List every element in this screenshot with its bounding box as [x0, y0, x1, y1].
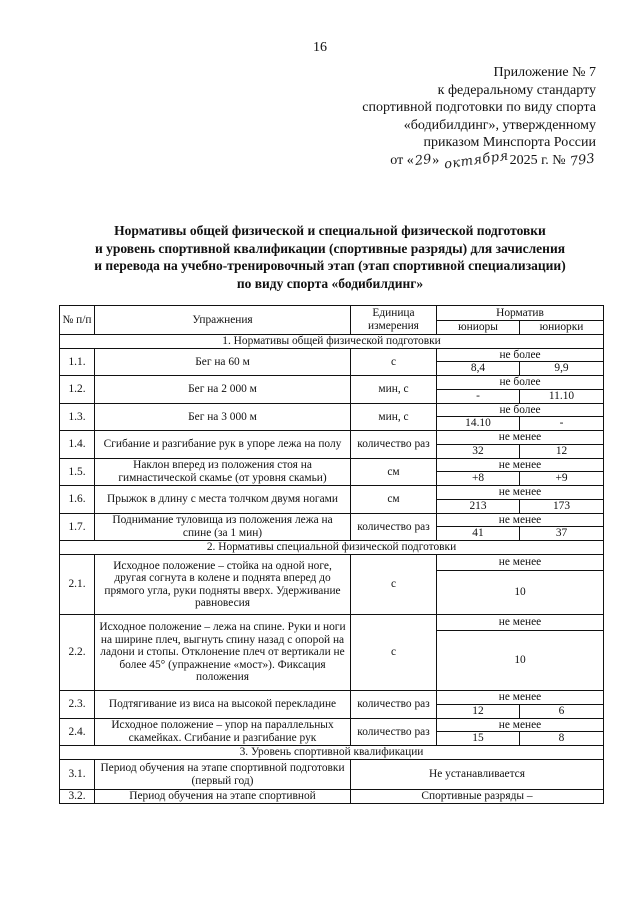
row-unit: см	[351, 458, 437, 486]
row-exercise: Прыжок в длину с места толчком двумя ногами	[95, 486, 351, 514]
row-num: 2.3.	[60, 691, 95, 719]
table-row	[60, 376, 604, 390]
row-unit: количество раз	[351, 718, 437, 746]
section-title: 3. Уровень спортивной квалификации	[60, 746, 604, 760]
table-row	[60, 691, 604, 705]
row-unit: см	[351, 486, 437, 514]
row-exercise: Исходное положение – упор на параллельных скамейках. Сгибание и разгибание рук	[95, 718, 351, 746]
value-juniors: 41	[437, 527, 520, 541]
handwritten-day: 29	[413, 151, 433, 169]
appendix-line: приказом Минспорта России	[423, 135, 596, 150]
row-num: 3.2.	[60, 790, 95, 804]
appendix-line: «бодибилдинг», утвержденному	[403, 117, 596, 133]
row-exercise: Исходное положение – стойка на одной ноге, другая согнута в колене и поднята вперед до прямого угла, руки подняты вверх. Удерживание равновесия	[95, 555, 351, 615]
table-row	[60, 431, 604, 445]
table-row	[60, 615, 604, 631]
row-exercise: Подтягивание из виса на высокой перекладине	[95, 691, 351, 719]
value-juniors: 14.10	[437, 417, 520, 431]
value-juniorki: +9	[520, 472, 604, 486]
table-row	[60, 403, 604, 417]
row-exercise: Бег на 60 м	[95, 348, 351, 376]
value-juniors: +8	[437, 472, 520, 486]
row-condition: не более	[437, 403, 604, 417]
appendix-line: Приложение № 7	[493, 65, 596, 80]
value-juniors: 12	[437, 704, 520, 718]
row-num: 3.1.	[60, 760, 95, 790]
handwritten-month: октября	[442, 148, 510, 172]
document-title	[40, 222, 620, 292]
row-exercise: Исходное положение – лежа на спине. Руки и ноги на ширине плеч, выгнуть спину назад с опорой на ладони и стопы. Отклонение плеч от вертикали не более 45° (упражнение «мост»). Фиксация положения	[95, 615, 351, 691]
header-juniorki: юниорки	[520, 321, 604, 335]
header-juniors: юниоры	[437, 321, 520, 335]
row-exercise: Наклон вперед из положения стоя на гимнастической скамье (от уровня скамьи)	[95, 458, 351, 486]
norms-table	[59, 305, 604, 804]
table-row	[60, 718, 604, 732]
row-num: 1.6.	[60, 486, 95, 514]
row-exercise: Сгибание и разгибание рук в упоре лежа на полу	[95, 431, 351, 459]
value-juniorki: 6	[520, 704, 604, 718]
value-common: 10	[437, 631, 604, 691]
title-line: Нормативы общей физической и специальной физической подготовки	[114, 223, 546, 238]
row-unit: количество раз	[351, 513, 437, 541]
value-juniors: 213	[437, 499, 520, 513]
row-unit: с	[351, 555, 437, 615]
table-header-row	[60, 306, 604, 321]
value-common: 10	[437, 571, 604, 615]
row-num: 1.3.	[60, 403, 95, 431]
row-exercise: Бег на 2 000 м	[95, 376, 351, 404]
row-unit: мин, с	[351, 403, 437, 431]
row-value: Не устанавливается	[351, 760, 604, 790]
header-num: № п/п	[60, 306, 95, 335]
section-row	[60, 746, 604, 760]
appendix-line: к федеральному стандарту	[437, 82, 596, 98]
row-unit: количество раз	[351, 691, 437, 719]
row-num: 2.1.	[60, 555, 95, 615]
value-juniorki: 173	[520, 499, 604, 513]
row-condition: не менее	[437, 555, 604, 571]
row-num: 1.7.	[60, 513, 95, 541]
value-juniorki: 12	[520, 444, 604, 458]
row-unit: с	[351, 348, 437, 376]
value-juniorki: -	[520, 417, 604, 431]
row-num: 2.4.	[60, 718, 95, 746]
row-condition: не менее	[437, 458, 604, 472]
row-exercise: Период обучения на этапе спортивной	[95, 790, 351, 804]
row-num: 1.5.	[60, 458, 95, 486]
row-condition: не менее	[437, 431, 604, 445]
title-line: и перевода на учебно-тренировочный этап (этап спортивной специализации)	[94, 258, 566, 274]
row-condition: не менее	[437, 513, 604, 527]
table-row	[60, 555, 604, 571]
row-condition: не более	[437, 376, 604, 390]
row-num: 2.2.	[60, 615, 95, 691]
table-row	[60, 486, 604, 500]
row-unit: количество раз	[351, 431, 437, 459]
table-row	[60, 760, 604, 790]
row-num: 1.1.	[60, 348, 95, 376]
value-juniorki: 37	[520, 527, 604, 541]
row-condition: не менее	[437, 718, 604, 732]
row-unit: с	[351, 615, 437, 691]
row-condition: не менее	[437, 615, 604, 631]
row-condition: не более	[437, 348, 604, 362]
value-juniors: 15	[437, 732, 520, 746]
value-juniors: -	[437, 389, 520, 403]
header-unit: Единица измерения	[351, 306, 437, 335]
title-line: по виду спорта «бодибилдинг»	[236, 275, 424, 291]
section-row	[60, 334, 604, 348]
header-exercise: Упражнения	[95, 306, 351, 335]
row-num: 1.4.	[60, 431, 95, 459]
table-row	[60, 790, 604, 804]
appendix-line: спортивной подготовки по виду спорта	[362, 100, 596, 115]
from-prefix: от «	[390, 152, 414, 168]
row-unit: мин, с	[351, 376, 437, 404]
appendix-block	[296, 64, 596, 172]
row-exercise: Бег на 3 000 м	[95, 403, 351, 431]
row-value: Спортивные разряды –	[351, 790, 604, 804]
row-exercise: Период обучения на этапе спортивной подготовки (первый год)	[95, 760, 351, 790]
value-juniorki: 8	[520, 732, 604, 746]
section-title: 2. Нормативы специальной физической подготовки	[60, 541, 604, 555]
row-exercise: Поднимание туловища из положения лежа на спине (за 1 мин)	[95, 513, 351, 541]
value-juniorki: 9,9	[520, 362, 604, 376]
handwritten-number: 793	[569, 150, 596, 170]
value-juniors: 32	[437, 444, 520, 458]
page-number: 16	[313, 40, 327, 55]
table-row	[60, 458, 604, 472]
row-num: 1.2.	[60, 376, 95, 404]
year-text: 2025 г. №	[509, 152, 566, 168]
header-norm: Норматив	[437, 306, 604, 321]
table-row	[60, 348, 604, 362]
section-title: 1. Нормативы общей физической подготовки	[60, 334, 604, 348]
row-condition: не менее	[437, 486, 604, 500]
table-row	[60, 513, 604, 527]
order-date-line	[296, 148, 596, 172]
value-juniors: 8,4	[437, 362, 520, 376]
section-row	[60, 541, 604, 555]
value-juniorki: 11.10	[520, 389, 604, 403]
row-condition: не менее	[437, 691, 604, 705]
title-line: и уровень спортивной квалификации (спортивные разряды) для зачисления	[94, 240, 566, 256]
quote-close: »	[432, 152, 440, 168]
